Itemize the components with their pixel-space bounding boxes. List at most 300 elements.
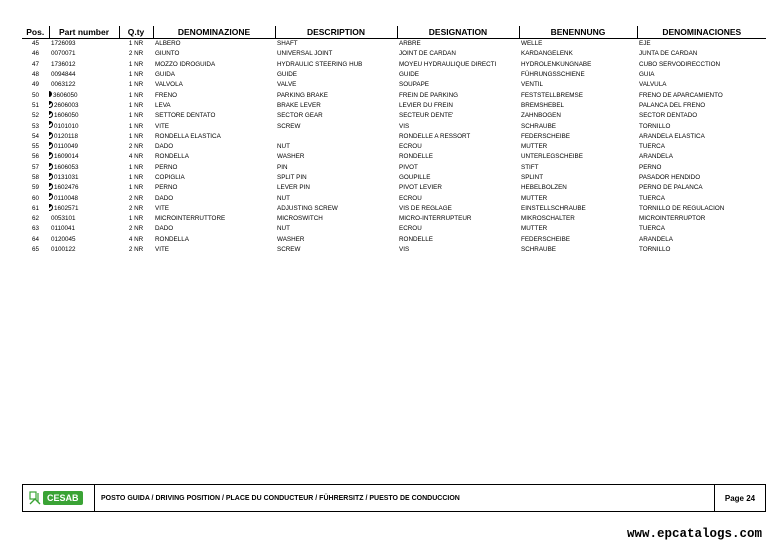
row-qty [119,183,153,193]
row-part-number [49,70,119,80]
row-pos-text: 65 [31,246,39,254]
bullet-icon [49,173,53,180]
row-denominazione [153,204,275,214]
header-description: DESCRIPTION [275,26,397,39]
row-benennung [519,245,637,255]
row-qty-text: 1 NR [128,215,144,223]
row-part-number-text: 1606053 [54,163,79,171]
row-benennung [519,111,637,121]
row-part-number-text: 3606050 [53,91,78,99]
row-pos-text: 54 [31,132,39,140]
row-denominazione-text: MICROINTERRUTTORE [155,215,226,223]
row-pos-text: 46 [31,50,39,58]
bullet-icon [49,163,53,170]
row-denominazione-text: VITE [155,122,169,130]
row-pos-text: 49 [31,81,39,89]
row-part-number [49,101,119,111]
row-description [275,173,397,183]
row-part-number [49,163,119,173]
row-part-number-text: 1602571 [54,204,79,212]
row-benennung [519,193,637,203]
row-designation-text: VIS DE REGLAGE [399,204,452,212]
row-description-text: PARKING BRAKE [277,91,328,99]
row-benennung-text: HEBELBOLZEN [521,184,567,192]
row-benennung-text: HYDROLENKUNGNABE [521,60,592,68]
row-denominaciones-text: MICROINTERRUPTOR [639,215,706,223]
row-qty [119,121,153,131]
row-part-number-text: 0110049 [54,143,79,151]
row-description [275,39,397,50]
row-designation [397,70,519,80]
row-designation-text: ECROU [399,225,422,233]
row-qty-text: 1 NR [128,91,144,99]
row-description [275,132,397,142]
row-denominazione-text: FRENO [155,91,178,99]
row-qty [119,132,153,142]
row-part-number [49,183,119,193]
row-qty [119,214,153,224]
row-qty-text: 1 NR [128,184,144,192]
row-part-number [49,173,119,183]
header-pos: Pos. [22,26,49,39]
row-designation-text: RONDELLE [399,235,433,243]
page-footer [22,484,766,512]
row-part-number-text: 1606050 [54,112,79,120]
row-denominazione [153,173,275,183]
table-header-row [22,26,766,39]
row-description [275,224,397,234]
row-denominazione [153,214,275,224]
row-denominazione-text: DADO [155,194,174,202]
row-part-number-text: 0110048 [54,194,79,202]
row-description-text: GUIDE [277,71,297,79]
row-part-number [49,80,119,90]
row-denominazione [153,49,275,59]
row-part-number [49,214,119,224]
row-denominazione-text: SETTORE DENTATO [155,112,216,120]
row-designation [397,183,519,193]
row-qty-text: 1 NR [128,112,144,120]
row-part-number [49,121,119,131]
row-description [275,183,397,193]
row-benennung [519,80,637,90]
watermark-link[interactable]: www.epcatalogs.com [626,527,762,541]
row-description [275,80,397,90]
row-part-number-text: 1602476 [54,184,79,192]
row-pos-text: 62 [31,215,39,223]
row-benennung [519,39,637,50]
row-benennung [519,224,637,234]
bullet-icon [49,204,53,211]
row-part-number-text: 0101010 [54,122,79,130]
row-qty [119,245,153,255]
row-benennung [519,152,637,162]
row-denominaciones-text: FRENO DE APARCAMIENTO [639,91,723,99]
row-description-text: SCREW [277,246,301,254]
row-qty [119,235,153,245]
row-pos-text: 52 [31,112,39,120]
row-qty-text: 1 NR [128,132,144,140]
row-qty [119,60,153,70]
cesab-logo [23,485,95,511]
row-description [275,60,397,70]
row-qty-text: 1 NR [128,40,144,48]
row-designation-text: JOINT DE CARDAN [399,50,456,58]
row-denominazione-text: RONDELLA [155,235,189,243]
row-pos [22,142,49,152]
row-qty-text: 2 NR [128,194,144,202]
row-benennung [519,214,637,224]
table-row [22,235,766,245]
row-qty-text: 4 NR [128,235,144,243]
row-denominaciones-text: PERNO DE PALANCA [639,184,703,192]
row-denominazione [153,60,275,70]
table-row [22,183,766,193]
row-benennung-text: FEDERSCHEIBE [521,235,570,243]
row-benennung [519,101,637,111]
row-designation-text: GUIDE [399,71,419,79]
row-description [275,163,397,173]
row-description-text: SECTOR GEAR [277,112,323,120]
row-pos-text: 63 [31,225,39,233]
row-benennung-text: STIFT [521,163,539,171]
row-designation-text: VIS [399,122,410,130]
row-pos-text: 60 [31,194,39,202]
bullet-icon [49,152,53,159]
row-benennung-text: MUTTER [521,194,548,202]
row-description [275,90,397,100]
row-denominaciones-text: TORNILLO [639,122,671,130]
row-qty [119,80,153,90]
row-description [275,142,397,152]
row-part-number [49,152,119,162]
row-denominazione-text: MOZZO IDROGUIDA [155,60,216,68]
row-denominazione-text: RONDELLA [155,153,189,161]
row-designation-text: VIS [399,246,410,254]
row-designation-text: RONDELLE [399,153,433,161]
row-benennung-text: SPLINT [521,174,544,181]
row-pos [22,90,49,100]
row-denominaciones [637,173,766,183]
row-denominaciones [637,60,766,70]
row-denominazione [153,245,275,255]
row-denominaciones-text: ARANDELA ELASTICA [639,132,705,140]
row-denominazione [153,90,275,100]
row-description [275,235,397,245]
row-pos [22,121,49,131]
table-row [22,214,766,224]
row-denominazione [153,111,275,121]
row-qty [119,152,153,162]
row-denominaciones-text: TUERCA [639,194,665,202]
table-row [22,224,766,234]
row-denominaciones-text: ARANDELA [639,153,673,161]
row-description [275,111,397,121]
row-designation-text: LEVIER DU FREIN [399,101,453,109]
row-part-number-text: 0131031 [54,174,79,181]
row-denominazione-text: GIUNTO [155,50,180,58]
row-pos [22,245,49,255]
row-part-number [49,90,119,100]
row-denominazione [153,142,275,152]
row-benennung-text: KARDANGELENK [521,50,573,58]
row-denominaciones [637,111,766,121]
row-designation [397,224,519,234]
row-description-text: SCREW [277,122,301,130]
row-part-number-text: 0053101 [51,215,76,223]
row-description [275,204,397,214]
table-row [22,111,766,121]
row-qty [119,173,153,183]
row-qty-text: 1 NR [128,122,144,130]
table-row [22,60,766,70]
row-designation-text: ECROU [399,194,422,202]
row-description [275,245,397,255]
row-description-text: SPLIT PIN [277,174,307,181]
row-benennung [519,163,637,173]
row-designation [397,39,519,50]
row-qty [119,39,153,50]
row-qty-text: 2 NR [128,204,144,212]
row-benennung [519,121,637,131]
row-qty [119,90,153,100]
row-description-text: VALVE [277,81,297,89]
row-description-text: NUT [277,194,290,202]
table-row [22,80,766,90]
row-pos-text: 58 [31,174,39,181]
row-denominaciones [637,49,766,59]
row-part-number [49,235,119,245]
row-denominaciones-text: TUERCA [639,225,665,233]
row-benennung-text: MUTTER [521,225,548,233]
row-designation-text: PIVOT LEVIER [399,184,442,192]
row-description-text: ADJUSTING SCREW [277,204,338,212]
row-denominazione [153,183,275,193]
row-qty [119,101,153,111]
row-designation-text: PIVOT [399,163,418,171]
row-denominazione-text: ALBERO [155,40,181,48]
row-denominazione-text: DADO [155,225,174,233]
row-pos [22,49,49,59]
row-benennung [519,90,637,100]
row-description [275,121,397,131]
row-pos [22,101,49,111]
row-pos [22,70,49,80]
row-benennung [519,204,637,214]
table-row [22,70,766,80]
row-part-number-text: 2606003 [54,101,79,109]
table-row [22,49,766,59]
row-denominaciones [637,121,766,131]
row-pos [22,193,49,203]
row-denominaciones [637,235,766,245]
row-denominazione [153,121,275,131]
row-part-number [49,60,119,70]
row-pos [22,152,49,162]
header-part-number: Part number [49,26,119,39]
row-pos [22,163,49,173]
row-part-number [49,142,119,152]
bullet-icon [49,91,52,97]
row-designation [397,121,519,131]
row-designation-text: SOUPAPE [399,81,429,89]
row-benennung [519,60,637,70]
row-denominaciones [637,193,766,203]
row-description [275,70,397,80]
row-denominaciones [637,224,766,234]
row-denominazione [153,80,275,90]
row-part-number-text: 1609014 [54,153,79,161]
row-part-number-text: 0094844 [51,71,76,79]
row-part-number [49,111,119,121]
row-benennung [519,132,637,142]
row-part-number-text: 0063122 [51,81,76,89]
row-description-text: PIN [277,163,288,171]
row-designation-text: MOYEU HYDRAULIQUE DIRECTI [399,60,497,68]
header-designation: DESIGNATION [397,26,519,39]
row-benennung-text: WELLE [521,40,543,48]
row-pos [22,132,49,142]
row-denominaciones [637,152,766,162]
row-part-number [49,245,119,255]
row-designation [397,60,519,70]
row-part-number [49,204,119,214]
row-denominaciones [637,70,766,80]
row-description [275,193,397,203]
row-benennung [519,70,637,80]
row-qty-text: 1 NR [128,174,144,181]
row-description-text: MICROSWITCH [277,215,323,223]
row-pos [22,80,49,90]
row-denominaciones-text: GUIA [639,71,655,79]
row-designation [397,204,519,214]
row-pos-text: 48 [31,71,39,79]
row-denominaciones [637,90,766,100]
row-designation [397,193,519,203]
row-benennung-text: SCHRAUBE [521,122,556,130]
table-row [22,101,766,111]
row-pos-text: 45 [31,40,39,48]
page-number: Page 24 [714,485,765,511]
bullet-icon [49,121,53,128]
row-qty [119,204,153,214]
row-pos-text: 47 [31,60,39,68]
row-designation [397,101,519,111]
row-denominazione [153,39,275,50]
row-denominaciones-text: EJE [639,40,651,48]
row-description [275,49,397,59]
row-denominazione [153,70,275,80]
row-benennung-text: FÜHRUNGSSCHIENE [521,71,585,79]
row-description [275,101,397,111]
table-row [22,173,766,183]
row-part-number-text: 1736012 [51,60,76,68]
row-part-number [49,132,119,142]
row-pos [22,224,49,234]
row-denominazione-text: VITE [155,246,169,254]
row-description-text: NUT [277,225,290,233]
row-designation-text: FREIN DE PARKING [399,91,459,99]
row-denominazione [153,193,275,203]
row-denominaciones-text: ARANDELA [639,235,673,243]
table-row [22,142,766,152]
row-part-number [49,193,119,203]
row-designation [397,111,519,121]
logo-text: CESAB [43,491,83,505]
row-designation-text: RONDELLE A RESSORT [399,132,471,140]
row-pos [22,235,49,245]
row-denominaciones-text: CUBO SERVODIRECCTION [639,60,721,68]
row-qty-text: 1 NR [128,60,144,68]
row-benennung-text: FESTSTELLBREMSE [521,91,583,99]
parts-table [22,26,766,255]
row-denominazione-text: PERNO [155,184,178,192]
table-row [22,152,766,162]
table-row [22,90,766,100]
row-description [275,152,397,162]
section-title: POSTO GUIDA / DRIVING POSITION / PLACE DU CONDUCTEUR / FÜHRERSITZ / PUESTO DE CONDUCCION [101,494,460,502]
row-qty-text: 2 NR [128,50,144,58]
row-qty-text: 2 NR [128,225,144,233]
row-qty [119,111,153,121]
row-pos [22,111,49,121]
row-part-number-text: 0110041 [51,225,76,233]
row-description-text: LEVER PIN [277,184,310,192]
row-description-text: NUT [277,143,290,151]
row-denominazione [153,152,275,162]
row-qty-text: 1 NR [128,71,144,79]
row-denominaciones-text: JUNTA DE CARDAN [639,50,698,58]
header-denominazione: DENOMINAZIONE [153,26,275,39]
row-pos-text: 61 [31,204,39,212]
row-designation-text: GOUPILLE [399,174,431,181]
row-benennung [519,235,637,245]
bullet-icon [49,142,53,149]
row-benennung-text: MUTTER [521,143,548,151]
row-qty [119,163,153,173]
row-qty-text: 1 NR [128,163,144,171]
row-denominaciones-text: VALVULA [639,81,667,89]
row-pos-text: 55 [31,143,39,151]
row-denominazione-text: VALVOLA [155,81,183,89]
row-designation [397,152,519,162]
row-description-text: SHAFT [277,40,298,48]
row-denominaciones-text: SECTOR DENTADO [639,112,698,120]
row-denominazione-text: COPIGLIA [155,174,185,181]
row-pos-text: 64 [31,235,39,243]
row-denominaciones-text: PALANCA DEL FRENO [639,101,706,109]
row-denominaciones [637,204,766,214]
row-denominaciones-text: TUERCA [639,143,665,151]
row-pos [22,214,49,224]
row-pos [22,173,49,183]
row-pos-text: 57 [31,163,39,171]
row-denominaciones [637,245,766,255]
row-qty-text: 1 NR [128,81,144,89]
row-benennung-text: SCHRAUBE [521,246,556,254]
row-qty [119,193,153,203]
row-description-text: WASHER [277,235,305,243]
row-designation [397,245,519,255]
row-benennung [519,173,637,183]
row-qty-text: 4 NR [128,153,144,161]
row-part-number-text: 0120118 [54,132,79,140]
row-benennung [519,49,637,59]
row-description-text: HYDRAULIC STEERING HUB [277,60,363,68]
row-benennung-text: MIKROSCHALTER [521,215,575,223]
row-denominaciones-text: PASADOR HENDIDO [639,174,701,181]
row-denominaciones-text: PERNO [639,163,662,171]
